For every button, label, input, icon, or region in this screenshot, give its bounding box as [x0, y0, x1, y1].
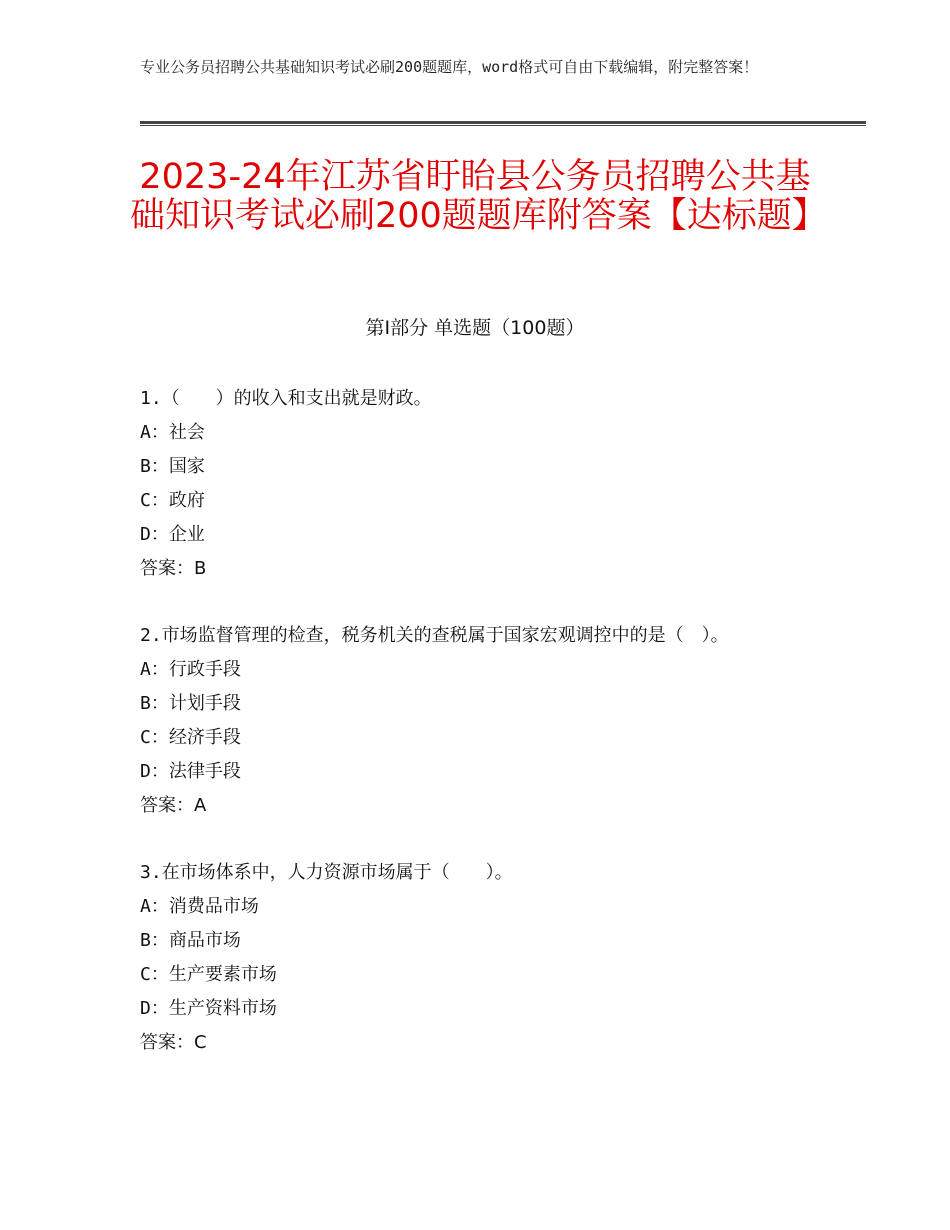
- header-note: 专业公务员招聘公共基础知识考试必刷200题题库，word格式可自由下载编辑，附完整答案！: [140, 58, 759, 76]
- question-stem: 3.在市场体系中，人力资源市场属于（ ）。: [140, 862, 513, 883]
- answer-label: 答案：B: [140, 558, 207, 579]
- answer-label: 答案：A: [140, 795, 207, 816]
- option-a: A：社会: [140, 422, 205, 443]
- option-b: B：商品市场: [140, 930, 241, 951]
- option-a: A：消费品市场: [140, 896, 259, 917]
- header-divider: [140, 121, 866, 126]
- option-d: D：企业: [140, 524, 205, 545]
- option-d: D：法律手段: [140, 761, 241, 782]
- question-1: [140, 382, 800, 586]
- section-title: 第Ⅰ部分 单选题（100题）: [365, 317, 585, 339]
- question-list: [140, 382, 800, 1093]
- option-a: A：行政手段: [140, 659, 241, 680]
- document-title: 2023-24年江苏省盱眙县公务员招聘公共基础知识考试必刷200题题库附答案【达标题】: [130, 157, 827, 236]
- option-d: D：生产资料市场: [140, 998, 277, 1019]
- question-2: [140, 619, 800, 823]
- answer-label: 答案：C: [140, 1032, 207, 1053]
- option-b: B：国家: [140, 456, 205, 477]
- option-c: C：生产要素市场: [140, 964, 277, 985]
- question-stem: 2.市场监督管理的检查，税务机关的查税属于国家宏观调控中的是（ ）。: [140, 625, 729, 646]
- option-b: B：计划手段: [140, 693, 241, 714]
- option-c: C：政府: [140, 490, 205, 511]
- question-3: [140, 856, 800, 1060]
- option-c: C：经济手段: [140, 727, 241, 748]
- question-stem: 1.（ ）的收入和支出就是财政。: [140, 388, 432, 409]
